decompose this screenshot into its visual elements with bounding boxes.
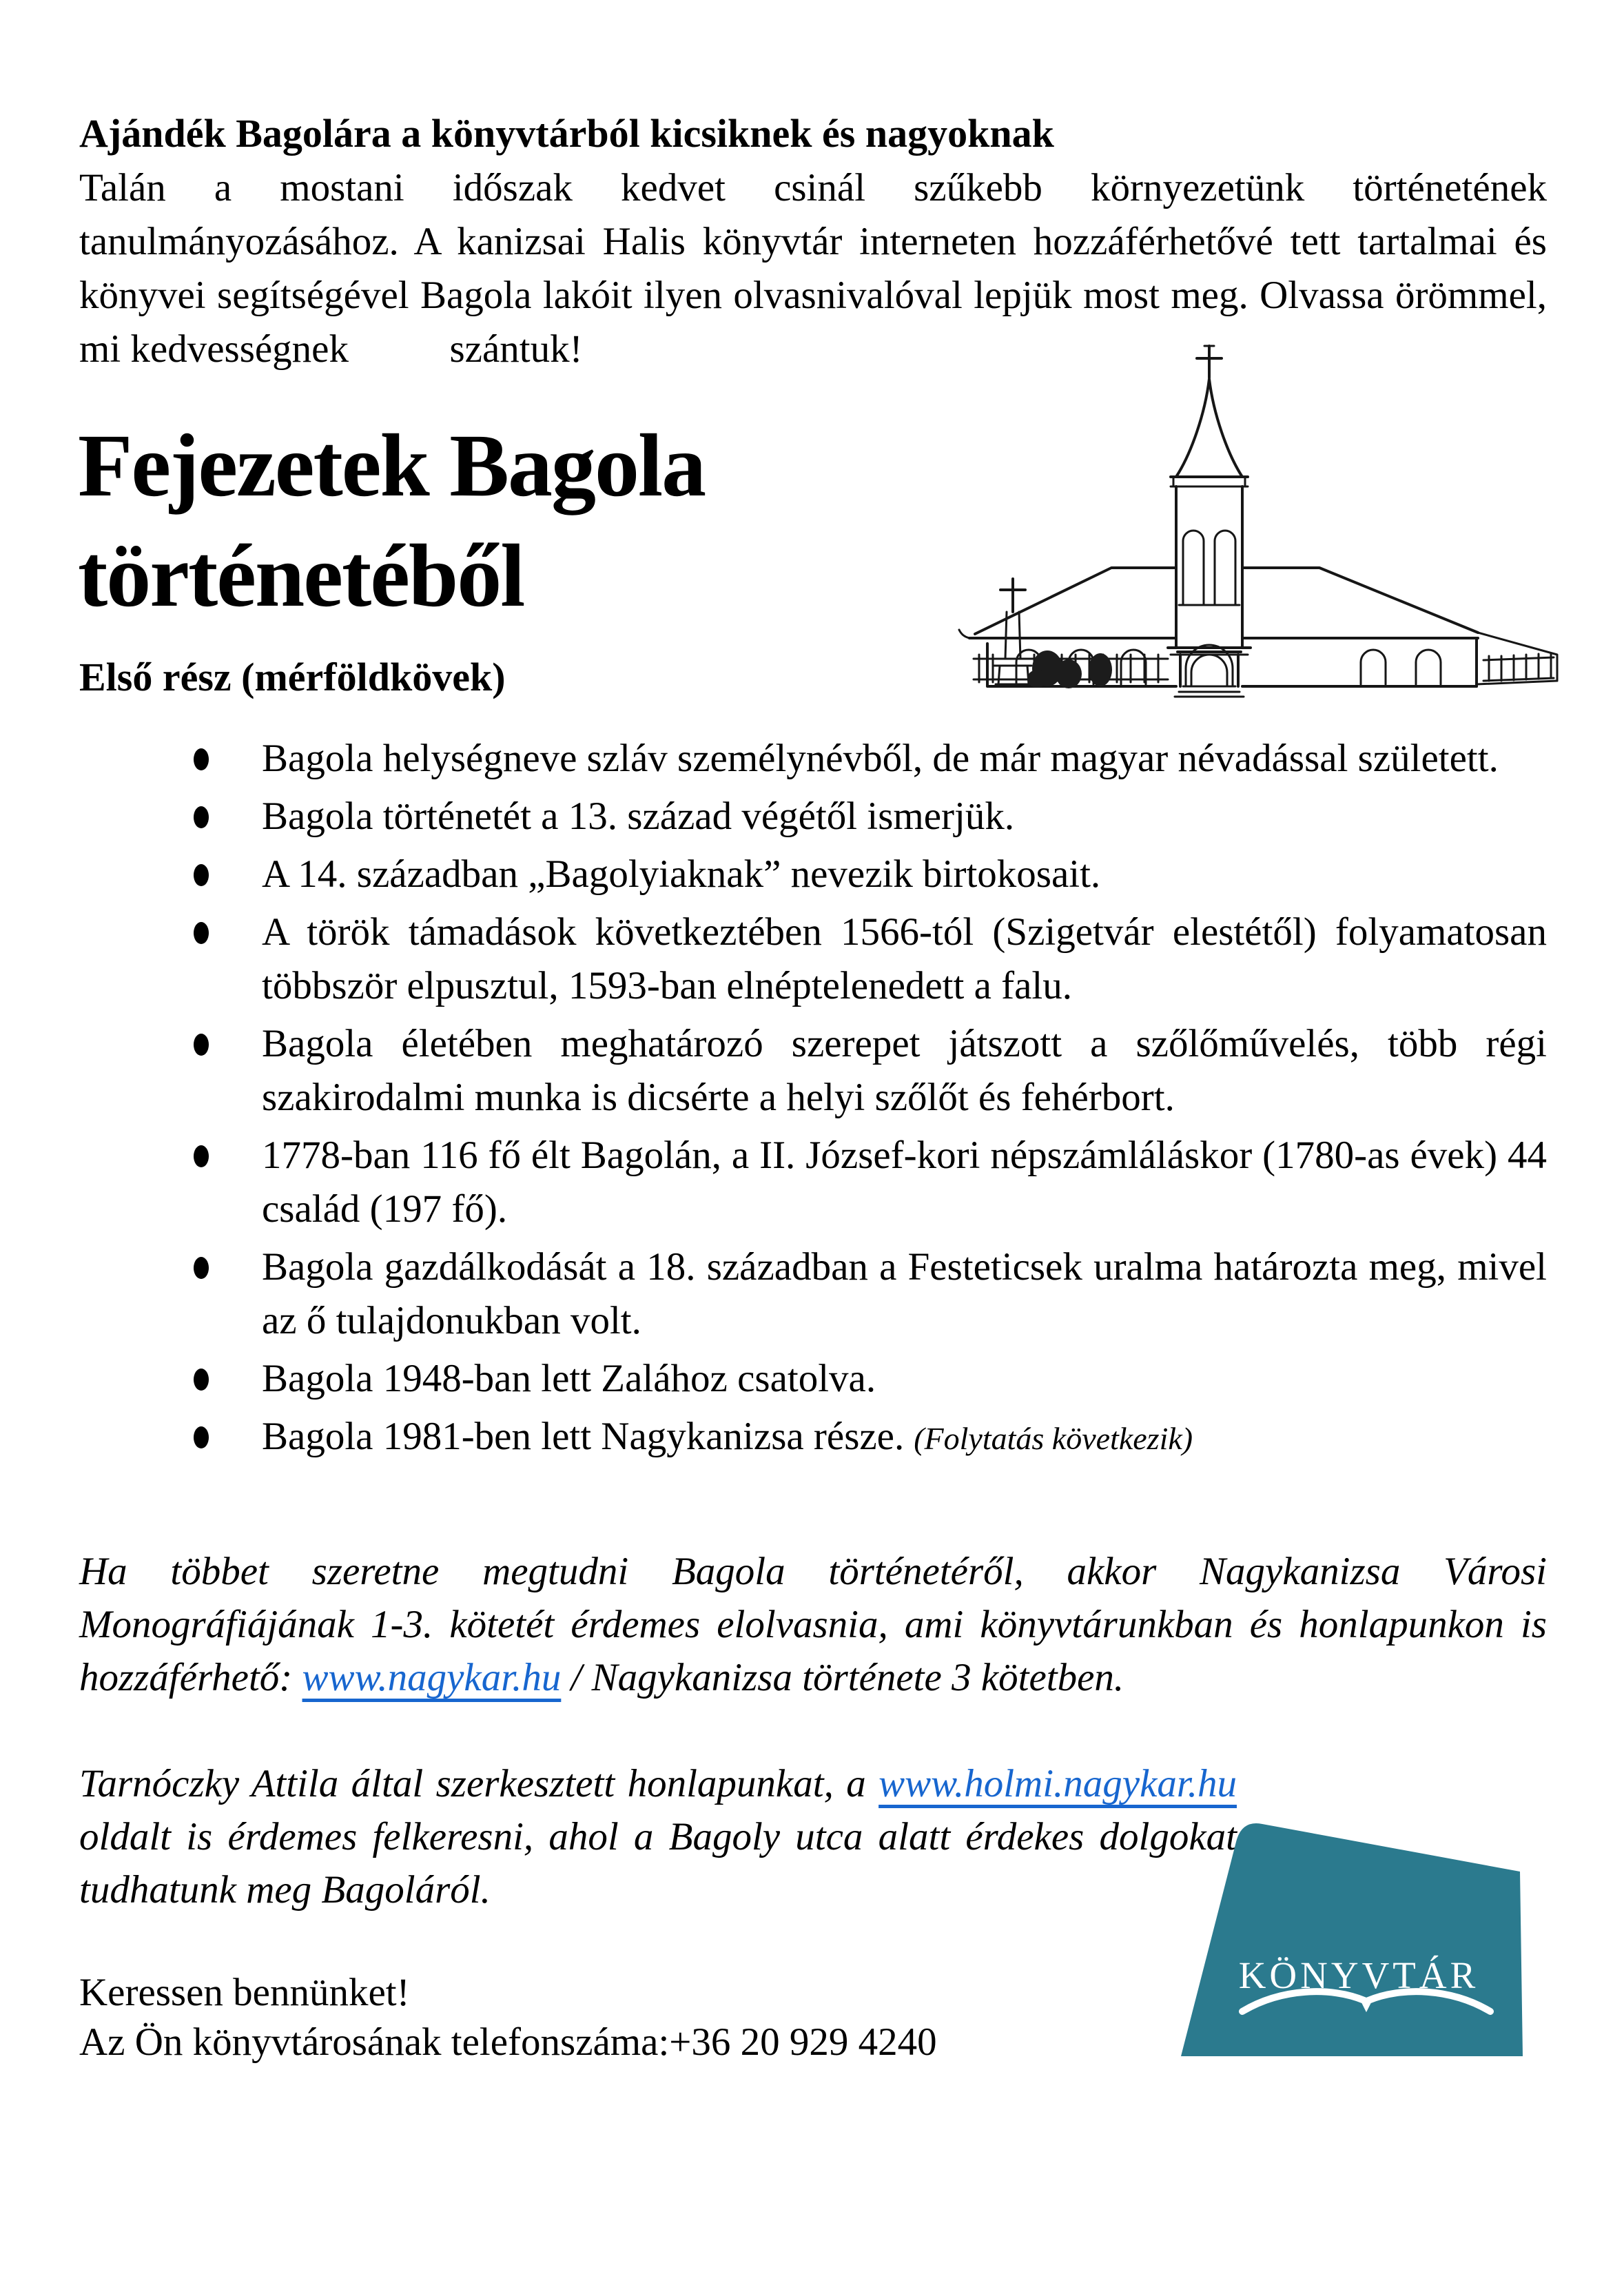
intro-heading: Ajándék Bagolára a könyvtárból kicsiknek és nagyoknak <box>79 111 1054 156</box>
page-title-line1: Fejezetek Bagola <box>78 416 706 515</box>
bullet-icon <box>194 1145 209 1167</box>
logo-banner-shape <box>1181 1823 1523 2056</box>
list-item-text: A 14. században „Bagolyiaknak” nevezik birtokosait. <box>262 852 1101 896</box>
list-item-text: Bagola helységneve szláv személynévből, de már magyar névadással született. <box>262 737 1499 780</box>
bullet-icon <box>194 1426 209 1448</box>
list-item-text: Bagola 1948-ban lett Zalához csatolva. <box>262 1357 876 1400</box>
list-item <box>79 732 1547 786</box>
list-item-text: Bagola életében meghatározó szerepet játszott a szőlőművelés, több régi szakirodalmi munka is dicsérte a helyi szőlőt és fehérbort. <box>262 1022 1547 1119</box>
continuation-note: (Folytatás következik) <box>914 1421 1193 1456</box>
intro-text-after-gap: szántuk! <box>449 327 583 371</box>
list-item <box>79 1352 1547 1406</box>
list-item-text: Bagola 1981-ben lett Nagykanizsa része. <box>262 1415 905 1458</box>
list-item <box>79 1129 1547 1236</box>
steeple <box>1171 379 1248 486</box>
honlap-paragraph <box>79 1757 1237 1916</box>
section-subheading: Első rész (mérföldkövek) <box>79 655 506 699</box>
list-item <box>79 1017 1547 1125</box>
nagykar-link[interactable]: www.nagykar.hu <box>302 1656 562 1699</box>
church-illustration <box>934 336 1585 701</box>
monografia-text-after: / Nagykanizsa története 3 kötetben. <box>561 1656 1124 1699</box>
list-item <box>79 905 1547 1013</box>
intro-text-before-gap: Talán a mostani időszak kedvet csinál szűkebb környezetünk történetének tanulmányozásához. A kanizsai Halis könyvtár interneten hozzáférhetővé tett tartalmai és könyvei segítségével Bagola lakóit ilyen olvasnivalóval lepjük most meg. Olvassa örömmel, mi kedvességnek <box>79 166 1547 371</box>
right-wing <box>1242 568 1557 686</box>
church-cross-gap <box>358 361 440 362</box>
right-fence <box>1483 653 1554 681</box>
page-title <box>78 411 939 631</box>
bullet-icon <box>194 806 209 828</box>
belfry <box>1168 486 1251 655</box>
list-item-text: 1778-ban 116 fő élt Bagolán, a II. József-kori népszámláláskor (1780-as évek) 44 család (197 fő). <box>262 1134 1547 1231</box>
cross-monument <box>994 579 1031 684</box>
bullet-icon <box>194 1257 209 1279</box>
page-title-line2: történetéből <box>78 526 524 626</box>
honlap-text-after: oldalt is érdemes felkeresni, ahol a Bagoly utca alatt érdekes dolgokat tudhatunk meg Bagoláról. <box>79 1815 1237 1912</box>
list-item <box>79 790 1547 843</box>
entrance-porch <box>1175 645 1244 697</box>
contact-cta: Keressen bennünket! <box>79 1971 410 2014</box>
steeple-cross-icon <box>1197 346 1222 378</box>
bullet-icon <box>194 864 209 886</box>
bullet-icon <box>194 922 209 944</box>
bullet-icon <box>194 1034 209 1056</box>
list-item <box>79 1240 1547 1348</box>
list-item-text: Bagola gazdálkodását a 18. században a Festeticsek uralma határozta meg, mivel az ő tulajdonukban volt. <box>262 1245 1547 1342</box>
monografia-paragraph <box>79 1545 1547 1704</box>
list-item <box>79 848 1547 901</box>
library-logo <box>1171 1816 1526 2060</box>
bullet-icon <box>194 1369 209 1391</box>
bullet-icon <box>194 748 209 770</box>
monografia-text-before: Ha többet szeretne megtudni Bagola történetéről, akkor Nagykanizsa Városi Monográfiájának 1-3. kötetét érdemes elolvasnia, ami könyvtárunkban és honlapunkon is hozzáférhető: <box>79 1550 1547 1699</box>
honlap-text-before: Tarnóczky Attila által szerkesztett honlapunkat, a <box>79 1762 879 1805</box>
list-item <box>79 1410 1547 1466</box>
list-item-text: Bagola történetét a 13. század végétől ismerjük. <box>262 795 1015 838</box>
list-item-text: A török támadások következtében 1566-tól (Szigetvár elestétől) folyamatosan többször elpusztul, 1593-ban elnéptelenedett a falu. <box>262 910 1547 1007</box>
librarian-phone-line: Az Ön könyvtárosának telefonszáma:+36 20 929 4240 <box>79 2020 937 2064</box>
holmi-nagykar-link[interactable]: www.holmi.nagykar.hu <box>878 1762 1237 1805</box>
logo-wordmark: KÖNYVTÁR <box>1238 1954 1479 1996</box>
milestones-list <box>79 732 1547 1470</box>
